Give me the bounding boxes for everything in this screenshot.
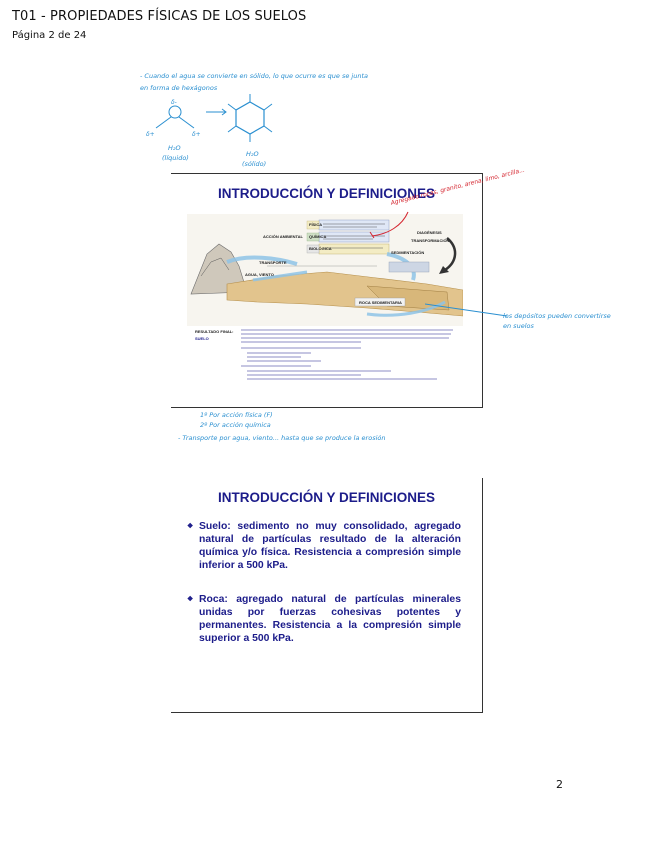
label-accion-ambiental: ACCIÓN AMBIENTAL [263, 234, 303, 239]
label-resultado-final: RESULTADO FINAL: [195, 329, 234, 334]
charge-plus-right: δ+ [192, 131, 201, 138]
handwritten-red-note: Agregado rocas, granito, arena, limo, arcilla... [390, 166, 526, 207]
charge-plus-left: δ+ [146, 131, 155, 138]
page-label: Página 2 de 24 [12, 30, 87, 41]
handwritten-below-3: - Transporte por agua, viento... hasta que se produce la erosión [178, 434, 386, 442]
slide-title: INTRODUCCIÓN Y DEFINICIONES [217, 186, 436, 201]
document-title: T01 - PROPIEDADES FÍSICAS DE LOS SUELOS [12, 9, 307, 24]
red-arrow-annotation [368, 206, 438, 246]
handwritten-right-note: los depósitos pueden convertirse [503, 312, 611, 320]
h2o-solid-state: (sólido) [242, 160, 267, 168]
bullet-icon: ❖ [187, 523, 194, 530]
label-transformacion: TRANSFORMACIÓN [411, 238, 450, 243]
handwritten-below-1: 1º Por acción física (F) [200, 411, 273, 419]
label-transporte: TRANSPORTE [259, 260, 287, 265]
label-roca-sedimentaria: ROCA SEDIMENTARIA [359, 300, 402, 305]
handwritten-below-2: 2º Por acción química [200, 421, 271, 429]
resultado-text-lines [241, 328, 461, 388]
label-biologica: BIOLÓGICA [309, 246, 332, 251]
page-number: 2 [556, 778, 563, 791]
definition-suelo-text: Suelo: sedimento no muy consolidado, agregado natural de partículas resultado de la alteración química y/o física. Resistencia a compresión simple inferior a 500 kPa. [199, 521, 461, 571]
label-sedimentacion: SEDIMENTACIÓN [391, 250, 425, 255]
charge-minus: δ- [171, 99, 177, 106]
bullet-icon: ❖ [187, 596, 194, 603]
label-quimica: QUÍMICA [309, 234, 327, 239]
label-suelo: SUELO [195, 336, 209, 341]
blue-arrow-annotation [425, 300, 515, 320]
slide-title: INTRODUCCIÓN Y DEFINICIONES [217, 490, 436, 505]
label-diagenesis: DIAGÉNESIS [417, 230, 442, 235]
label-agua-viento: AGUA, VIENTO [245, 272, 274, 277]
h2o-liquid-state: (líquido) [162, 154, 189, 162]
definition-roca [187, 593, 461, 645]
h2o-solid-label: H₂O [246, 150, 259, 158]
handwritten-right-note-2: en suelos [503, 322, 534, 330]
definition-suelo [187, 520, 461, 572]
handwritten-note-top: - Cuando el agua se convierte en sólido, lo que ocurre es que se junta [140, 72, 368, 80]
handwritten-note-top-2: en forma de hexágonos [140, 84, 218, 92]
label-fisica: FÍSICA [309, 222, 323, 227]
h2o-liquid-label: H₂O [168, 144, 181, 152]
slide-definiciones [171, 478, 483, 713]
definition-roca-text: Roca: agregado natural de partículas minerales unidas por fuerzas cohesivas potentes y permanentes. Resistencia a la compresión simple superior a 500 kPa. [199, 594, 461, 644]
